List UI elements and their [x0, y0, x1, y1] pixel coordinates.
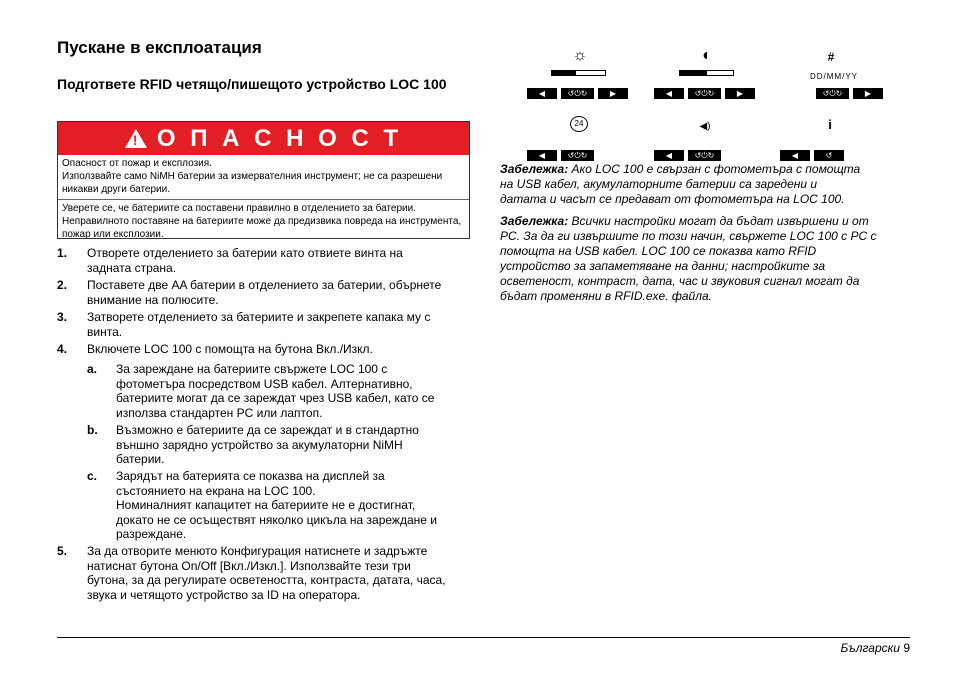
substep-text: Зарядът на батерията се показва на дисплей за състоянието на екрана на LOC 100. Номиналният капацитет на батериите не е достигнат, докато не се осъществят няколко цикъла на зареждане и разреждане. — [116, 469, 437, 541]
right-arrow-icon: ▶ — [725, 88, 755, 99]
button-row-4 — [527, 150, 594, 161]
footer-page-number: 9 — [903, 641, 910, 655]
step-number: 1. — [57, 246, 68, 260]
step-text: Отворете отделението за батерии като отвиете винта на задната страна. — [87, 246, 403, 275]
danger-divider — [58, 199, 469, 200]
contrast-level-fill — [680, 71, 707, 75]
step-text: За да отворите менюто Конфигурация натиснете и задръжте натиснат бутона On/Off [Вкл./Изкл.]. Използвайте тези три бутона, за да регулирате осветеността, контраста, датата, часа, звука и четящото устройство за ID на оператора. — [87, 544, 446, 602]
footer-language: Български — [840, 641, 900, 655]
power-icon: ↺⏻↻ — [816, 88, 849, 99]
danger-box — [57, 121, 470, 239]
substep-text: За зареждане на батериите свържете LOC 100 с фотометъра посредством USB кабел. Алтернативно, батериите могат да се зареждат чрез USB кабел, като се използва стандартен PC или лаптоп. — [116, 362, 435, 420]
button-row-2 — [654, 88, 755, 99]
operator-icon: i — [828, 117, 832, 132]
substep-letter: c. — [87, 469, 98, 483]
step-text: Поставете две AA батерии в отделението за батерии, обърнете внимание на полюсите. — [87, 278, 442, 307]
power-icon: ↺⏻↻ — [688, 88, 721, 99]
page-footer — [840, 641, 910, 655]
power-icon: ↺ — [814, 150, 844, 161]
left-arrow-icon: ◀ — [527, 150, 557, 161]
step-number: 3. — [57, 310, 68, 324]
sound-icon: ◀) — [699, 121, 711, 132]
danger-header — [58, 122, 469, 155]
contrast-icon: ◐ — [702, 47, 712, 64]
danger-body — [58, 155, 469, 241]
left-arrow-icon: ◀ — [527, 88, 557, 99]
warning-triangle-icon: ! — [125, 129, 147, 148]
right-arrow-icon: ▶ — [853, 88, 883, 99]
left-arrow-icon: ◀ — [654, 150, 684, 161]
substep-letter: b. — [87, 423, 98, 437]
substep-text: Възможно е батериите да се зареждат и в стандартно външно зарядно устройство за акумулаторни NiMH батерии. — [116, 423, 419, 466]
clock-24-icon: 24 — [570, 116, 588, 132]
step-number: 4. — [57, 342, 68, 356]
brightness-icon: ☼ — [572, 47, 588, 64]
power-icon: ↺⏻↻ — [561, 150, 594, 161]
step-number: 2. — [57, 278, 68, 292]
button-row-3 — [816, 88, 883, 99]
note-text: Ако LOC 100 е свързан с фотометъра с помощта на USB кабел, акумулаторните батерии са заредени и датата и часът се предават от фотометъра на LOC 100. — [500, 162, 861, 206]
contrast-level-bar — [679, 70, 734, 76]
section-subtitle: Подгответе RFID четящо/пишещото устройство LOC 100 — [57, 76, 447, 92]
danger-line-2: Използвайте само NiMH батерии за измервателния инструмент; не са разрешени никакви други батерии. — [62, 171, 443, 195]
grid-icon: # — [827, 50, 835, 64]
power-icon: ↺⏻↻ — [688, 150, 721, 161]
note-label: Забележка: — [500, 214, 569, 228]
page-title: Пускане в експлоатация — [57, 38, 262, 57]
note-2 — [500, 214, 910, 304]
brightness-level-fill — [552, 71, 576, 75]
right-arrow-icon: ▶ — [598, 88, 628, 99]
brightness-level-bar — [551, 70, 606, 76]
footer-divider — [57, 637, 910, 638]
step-number: 5. — [57, 544, 68, 558]
step-text: Затворете отделението за батериите и закрепете капака му с винта. — [87, 310, 431, 339]
step-text: Включете LOC 100 с помощта на бутона Вкл./Изкл. — [87, 342, 373, 356]
note-1 — [500, 162, 910, 207]
note-label: Забележка: — [500, 162, 569, 176]
danger-heading: О П А С Н О С Т — [156, 124, 403, 152]
power-icon: ↺⏻↻ — [561, 88, 594, 99]
button-row-5 — [654, 150, 721, 161]
date-format-label: DD/MM/YY — [810, 72, 858, 81]
danger-line-3: Уверете се, че батериите са поставени правилно в отделението за батерии. Неправилното поставяне на батериите може да предизвика повреда на инструмента, пожар или експлозии. — [62, 203, 462, 240]
button-row-6 — [780, 150, 844, 161]
note-text: Всички настройки могат да бъдат извършени и от PC. За да ги извършите по този начин, свържете LOC 100 с PC с помощта на USB кабел. LOC 100 се показва като RFID устройство за запаметяване на данни; настройките за осветеност, контраст, дата, час и звуковия сигнал могат да бъдат променяни в RFID.exe. файла. — [500, 214, 877, 303]
left-arrow-icon: ◀ — [780, 150, 810, 161]
button-row-1 — [527, 88, 628, 99]
danger-line-1: Опасност от пожар и експлозия. — [62, 158, 212, 169]
left-arrow-icon: ◀ — [654, 88, 684, 99]
substep-letter: a. — [87, 362, 98, 376]
